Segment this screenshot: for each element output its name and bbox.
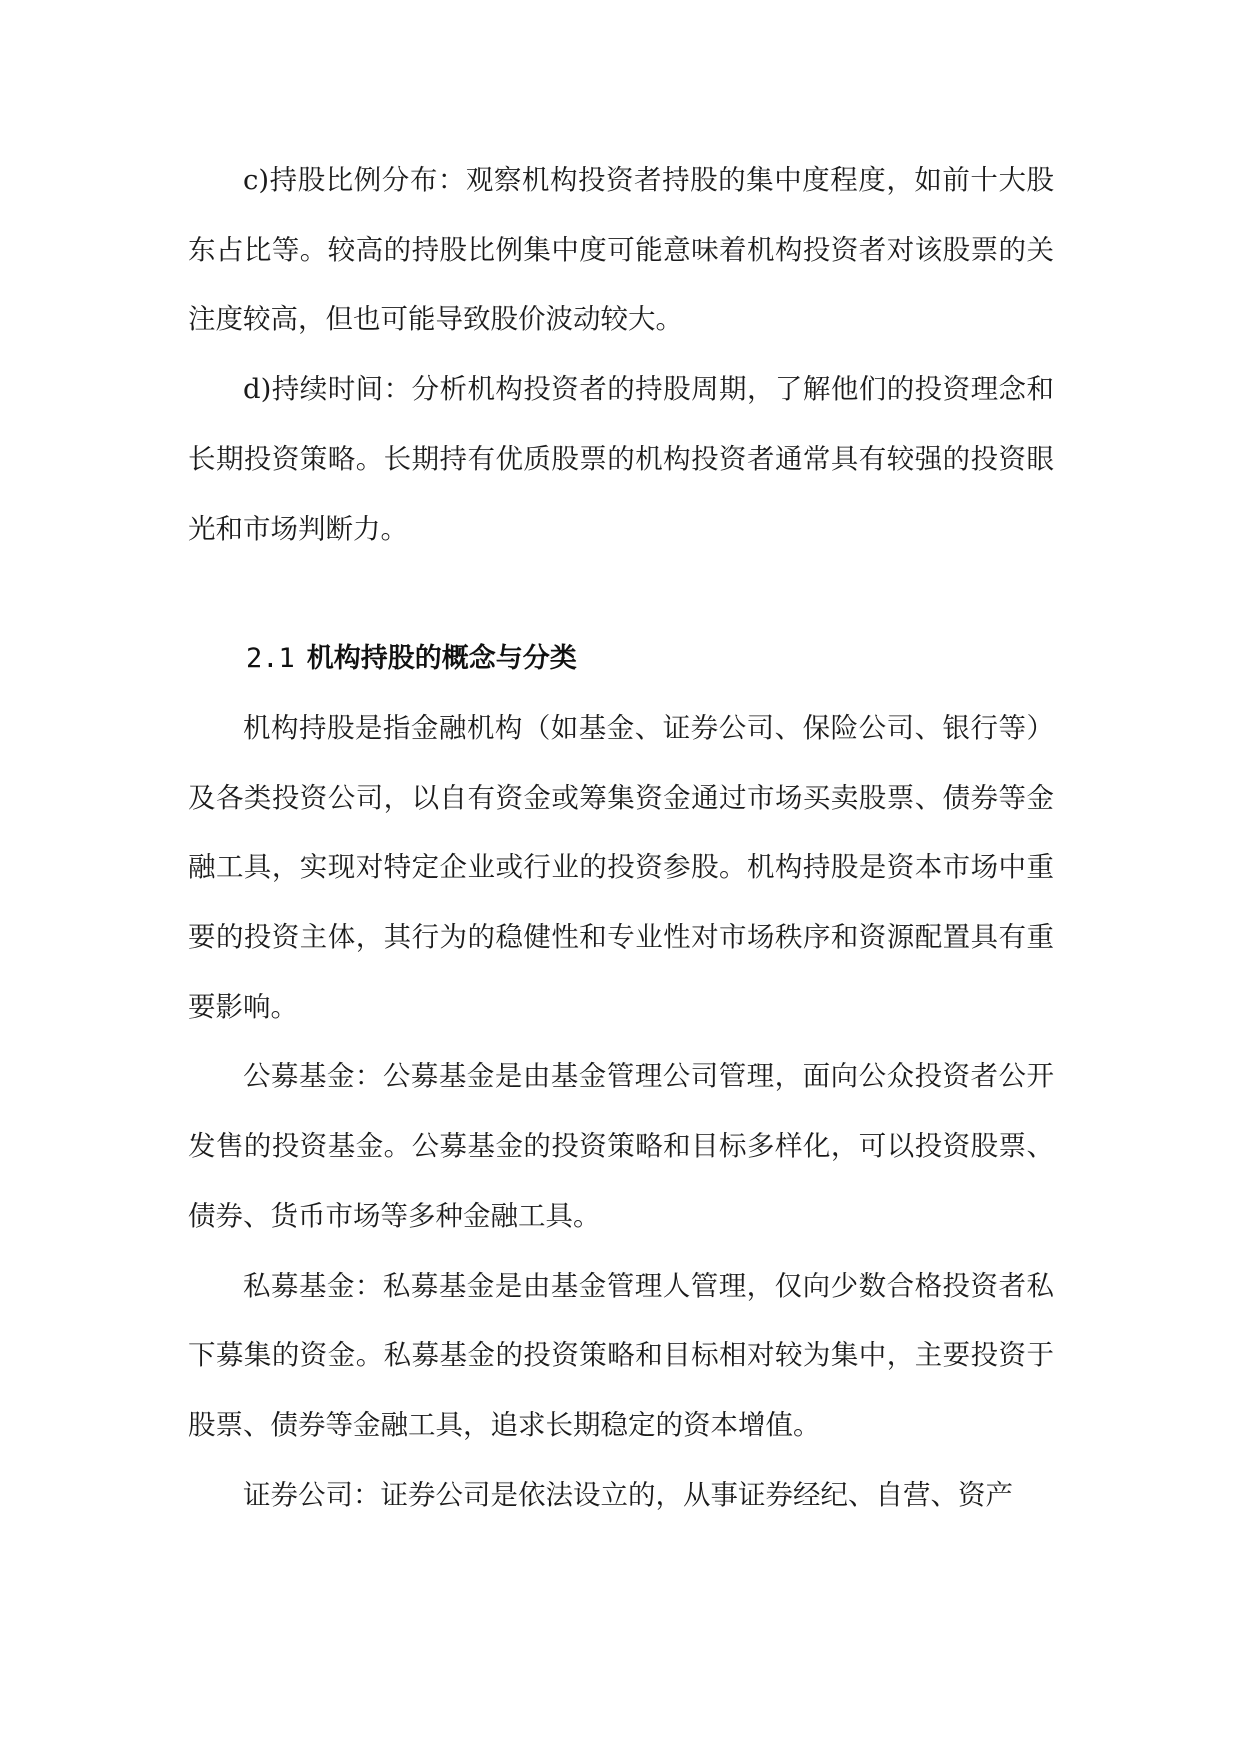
paragraph-private-funds: 私募基金：私募基金是由基金管理人管理，仅向少数合格投资者私下募集的资金。私募基金的投资策略和目标相对较为集中，主要投资于股票、债券等金融工具，追求长期稳定的资本增值。 <box>188 1269 1054 1441</box>
paragraph-institutional-holding-definition: 机构持股是指金融机构（如基金、证券公司、保险公司、银行等）及各类投资公司，以自有资金或筹集资金通过市场买卖股票、债券等金融工具，实现对特定企业或行业的投资参股。机构持股是资本市场中重要的投资主体，其行为的稳健性和专业性对市场秩序和资源配置具有重要影响。 <box>188 711 1054 1023</box>
document-body <box>188 146 1054 1530</box>
paragraph-shareholding-distribution: c)持股比例分布：观察机构投资者持股的集中度程度，如前十大股东占比等。较高的持股比例集中度可能意味着机构投资者对该股票的关注度较高，但也可能导致股价波动较大。 <box>188 164 1054 336</box>
section-number: 2.1 <box>246 643 295 675</box>
paragraph-holding-duration: d)持续时间：分析机构投资者的持股周期，了解他们的投资理念和长期投资策略。长期持有优质股票的机构投资者通常具有较强的投资眼光和市场判断力。 <box>188 373 1054 545</box>
section-heading <box>188 624 1054 694</box>
paragraph-public-funds: 公募基金：公募基金是由基金管理公司管理，面向公众投资者公开发售的投资基金。公募基金的投资策略和目标多样化，可以投资股票、债券、货币市场等多种金融工具。 <box>188 1060 1054 1232</box>
paragraph-securities-companies: 证券公司：证券公司是依法设立的，从事证券经纪、自营、资产 <box>243 1478 1013 1511</box>
section-title: 机构持股的概念与分类 <box>306 643 577 675</box>
